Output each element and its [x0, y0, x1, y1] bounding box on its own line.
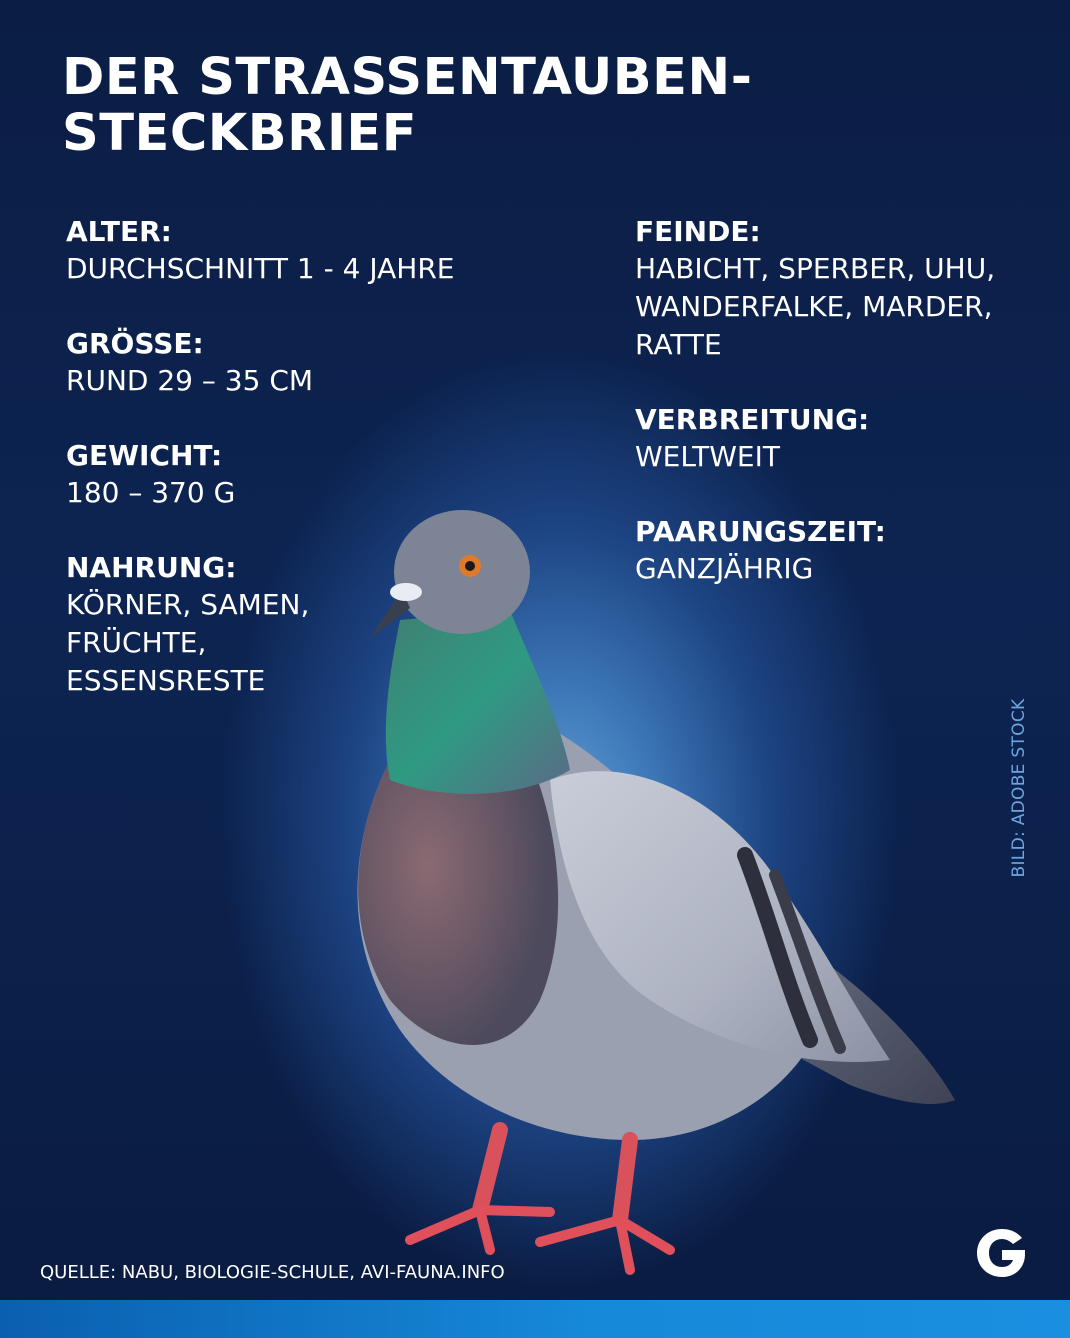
fact-value: RATTE — [635, 328, 722, 361]
g-logo-icon — [972, 1224, 1030, 1282]
fact-value: HABICHT, SPERBER, UHU, — [635, 252, 996, 285]
page-title — [62, 50, 752, 162]
fact-value: 180 – 370 G — [66, 476, 236, 509]
fact-value: KÖRNER, SAMEN, — [66, 588, 310, 621]
fact-label: NAHRUNG: — [66, 551, 237, 584]
fact-label: GEWICHT: — [66, 439, 223, 472]
fact-label: ALTER: — [66, 215, 172, 248]
fact-value: WANDERFALKE, MARDER, — [635, 290, 993, 323]
fact-value: RUND 29 – 35 CM — [66, 364, 314, 397]
title-line-2: STECKBRIEF — [62, 104, 418, 163]
fact-value: DURCHSCHNITT 1 - 4 JAHRE — [66, 252, 455, 285]
fact-label: GRÖSSE: — [66, 327, 204, 360]
fact-value: FRÜCHTE, — [66, 626, 207, 659]
fact-value: WELTWEIT — [635, 440, 780, 473]
fact-value: GANZJÄHRIG — [635, 552, 814, 585]
fact-feinde — [635, 214, 1045, 364]
pigeon-illustration — [330, 500, 970, 1290]
source-note: QUELLE: NABU, BIOLOGIE-SCHULE, AVI-FAUNA.INFO — [40, 1262, 505, 1283]
fact-label: VERBREITUNG: — [635, 403, 870, 436]
fact-alter — [66, 214, 526, 288]
fact-label: FEINDE: — [635, 215, 761, 248]
image-credit: BILD: ADOBE STOCK — [1009, 698, 1029, 878]
title-line-1: DER STRASSENTAUBEN- — [62, 48, 753, 107]
fact-label: PAARUNGSZEIT: — [635, 515, 886, 548]
fact-verbreitung — [635, 402, 1045, 476]
fact-value: ESSENSRESTE — [66, 664, 266, 697]
fact-groesse — [66, 326, 526, 400]
bottom-bar — [0, 1300, 1070, 1338]
